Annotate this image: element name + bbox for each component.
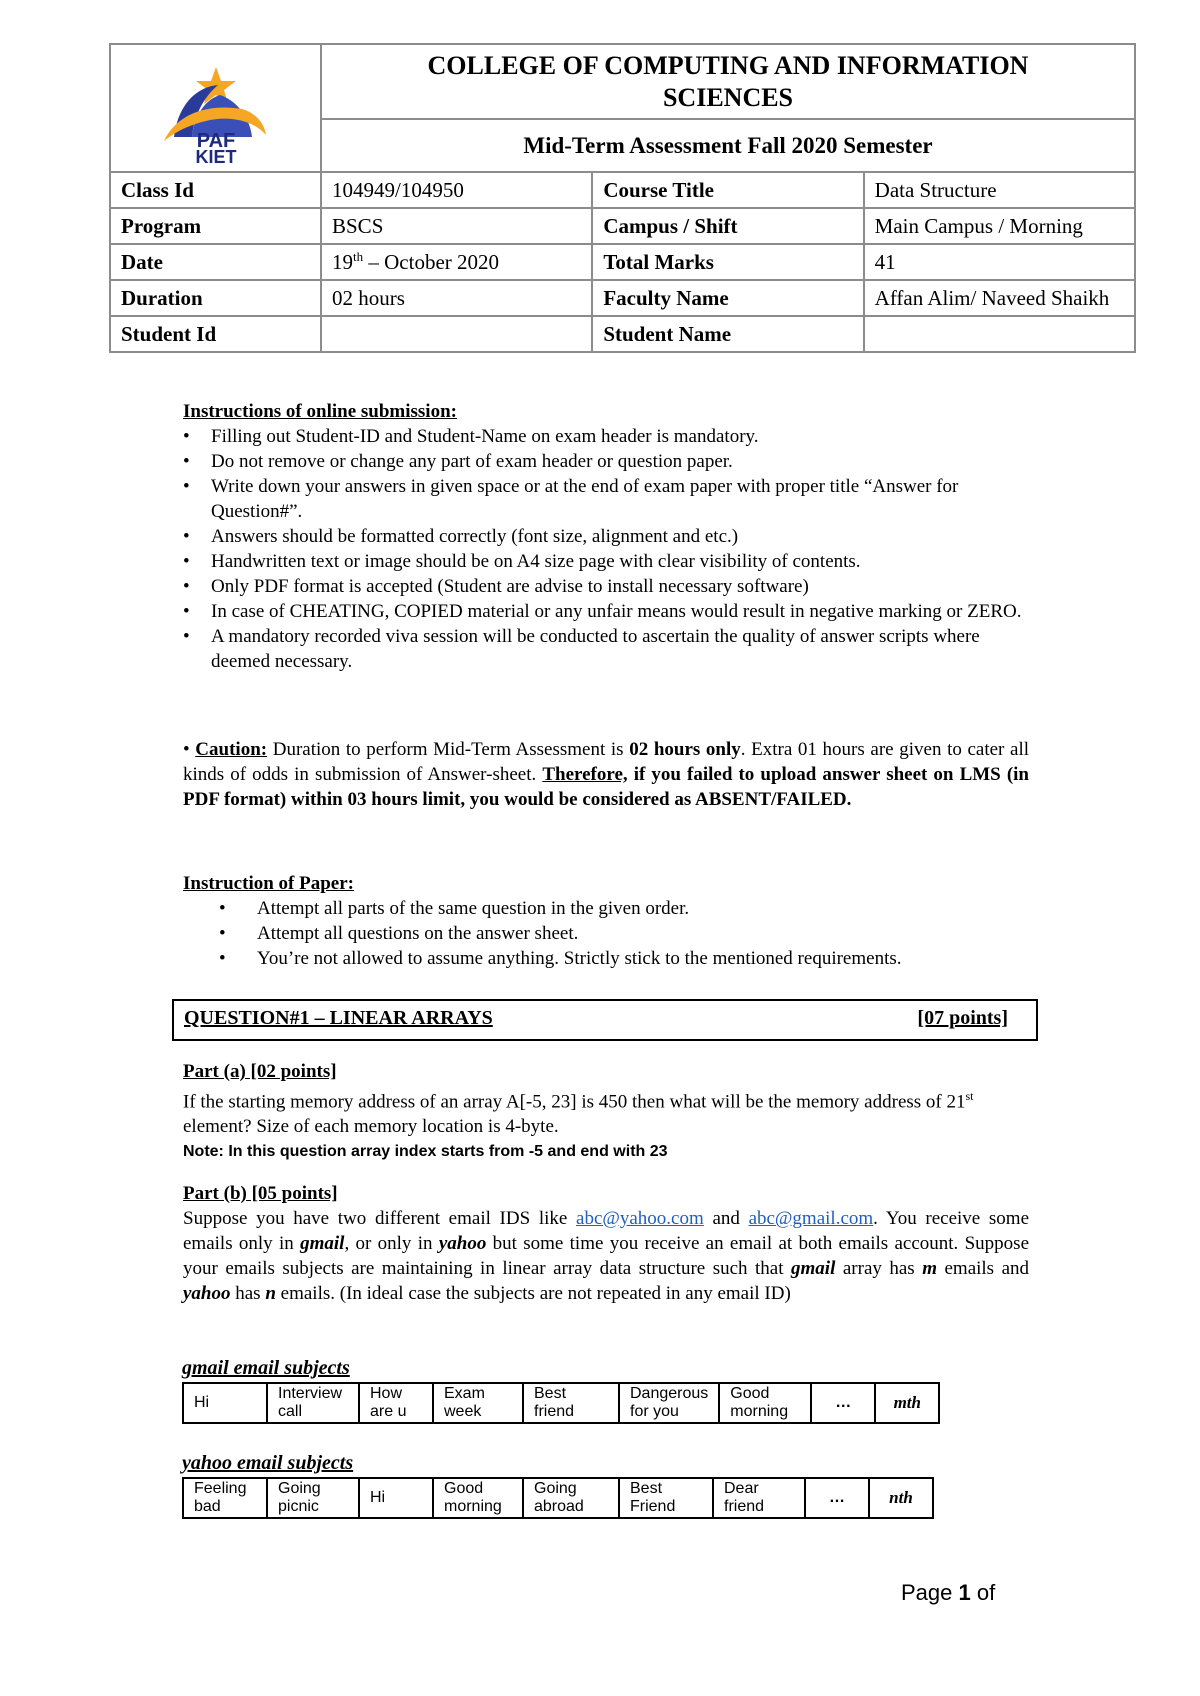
part-a (183, 1059, 1029, 1164)
table-cell: Best friend (523, 1383, 619, 1423)
campus-shift-value: Main Campus / Morning (864, 208, 1135, 244)
table-cell: Hi (359, 1478, 433, 1518)
student-name-field[interactable] (864, 316, 1135, 352)
list-item: • Attempt all questions on the answer sheet. (183, 921, 1029, 946)
table-cell: nth (869, 1478, 933, 1518)
table-cell: Exam week (433, 1383, 523, 1423)
submission-heading: Instructions of online submission: (183, 401, 457, 422)
table-cell: Going picnic (267, 1478, 359, 1518)
campus-shift-label: Campus / Shift (592, 208, 863, 244)
part-a-note: Note: In this question array index starts from -5 and end with 23 (183, 1143, 668, 1161)
list-item: • Handwritten text or image should be on A4 size page with clear visibility of contents. (183, 549, 1029, 574)
exam-header-table (109, 43, 1136, 353)
header-row (110, 172, 1135, 208)
duration-value: 02 hours (321, 280, 592, 316)
table-row (183, 1478, 933, 1518)
student-id-field[interactable] (321, 316, 592, 352)
list-item: • Write down your answers in given space or at the end of exam paper with proper title “Answer for Question#”. (183, 474, 1029, 524)
gmail-subjects-table (182, 1382, 940, 1424)
caution-paragraph: • Caution: Duration to perform Mid-Term Assessment is 02 hours only. Extra 01 hours are given to cater all kinds of odds in submission of Answer-sheet. Therefore, if you failed to upload answer sheet on LMS (in PDF format) within 03 hours limit, you would be considered as ABSENT/FAILED. (183, 739, 1030, 810)
table-row (183, 1383, 939, 1423)
list-item: • A mandatory recorded viva session will be conducted to ascertain the quality of answer scripts where deemed necessary. (183, 624, 1029, 674)
table-cell: … (811, 1383, 875, 1423)
part-b (183, 1181, 1029, 1306)
program-label: Program (110, 208, 321, 244)
duration-label: Duration (110, 280, 321, 316)
table-cell: mth (875, 1383, 939, 1423)
exam-title: Mid-Term Assessment Fall 2020 Semester (321, 119, 1135, 172)
list-item: • Do not remove or change any part of exam header or question paper. (183, 449, 1029, 474)
table-cell: Best Friend (619, 1478, 713, 1518)
paper-instructions (183, 871, 1029, 971)
faculty-name-value: Affan Alim/ Naveed Shaikh (864, 280, 1135, 316)
header-row (110, 208, 1135, 244)
question1-title: QUESTION#1 – LINEAR ARRAYS (184, 1007, 493, 1029)
list-item: • In case of CHEATING, COPIED material or any unfair means would result in negative marking or ZERO. (183, 599, 1029, 624)
yahoo-subjects-table (182, 1477, 934, 1519)
table-cell: Good morning (719, 1383, 811, 1423)
bullet-icon: • (183, 739, 196, 760)
part-a-heading: Part (a) [02 points] (183, 1061, 337, 1082)
list-item: • Attempt all parts of the same question in the given order. (183, 896, 1029, 921)
paf-kiet-logo-icon (146, 45, 286, 165)
table-cell: Good morning (433, 1478, 523, 1518)
page-number: Page 1 of (901, 1580, 996, 1605)
paper-list (183, 896, 1029, 971)
table-cell: Dear friend (713, 1478, 805, 1518)
faculty-name-label: Faculty Name (592, 280, 863, 316)
total-marks-label: Total Marks (592, 244, 863, 280)
question1-points: [07 points] (917, 1007, 1008, 1029)
logo-cell (110, 44, 321, 172)
program-value: BSCS (321, 208, 592, 244)
list-item: • Only PDF format is accepted (Student are advise to install necessary software) (183, 574, 1029, 599)
total-marks-value: 41 (864, 244, 1135, 280)
table-cell: Going abroad (523, 1478, 619, 1518)
part-b-heading: Part (b) [05 points] (183, 1183, 338, 1204)
list-item: • You’re not allowed to assume anything. Strictly stick to the mentioned requirements. (183, 946, 1029, 971)
college-name: COLLEGE OF COMPUTING AND INFORMATION SCIENCES (321, 44, 1135, 119)
question1-title-box (172, 999, 1038, 1041)
table-cell: Feeling bad (183, 1478, 267, 1518)
paper-heading: Instruction of Paper: (183, 873, 354, 894)
course-title-value: Data Structure (864, 172, 1135, 208)
header-row (110, 316, 1135, 352)
svg-text:KIET: KIET (194, 147, 237, 165)
caution-label: Caution: (195, 739, 268, 760)
submission-list (183, 424, 1029, 674)
date-label: Date (110, 244, 321, 280)
header-row (110, 244, 1135, 280)
part-b-text: Suppose you have two different email IDS like abc@yahoo.com and abc@gmail.com. You receive some emails only in gmail, or only in yahoo but some time you receive an email at both emails account. Suppose your emails subjects are maintaining in linear array data structure such that gmail array has m emails and yahoo has n emails. (In ideal case the subjects are not repeated in any email ID) (183, 1208, 1030, 1304)
header-row (110, 280, 1135, 316)
list-item: • Filling out Student-ID and Student-Name on exam header is mandatory. (183, 424, 1029, 449)
gmail-table-title: gmail email subjects (182, 1357, 350, 1379)
yahoo-table-title: yahoo email subjects (182, 1452, 354, 1474)
svg-text:PAF: PAF (196, 130, 235, 152)
student-name-label: Student Name (592, 316, 863, 352)
course-title-label: Course Title (592, 172, 863, 208)
yahoo-email-link[interactable]: abc@yahoo.com (576, 1208, 704, 1229)
table-cell: How are u (359, 1383, 433, 1423)
gmail-email-link[interactable]: abc@gmail.com (748, 1208, 874, 1229)
submission-instructions (183, 399, 1029, 674)
student-id-label: Student Id (110, 316, 321, 352)
date-value: 19th – October 2020 (321, 244, 592, 280)
table-cell: Hi (183, 1383, 267, 1423)
table-cell: Dangerous for you (619, 1383, 719, 1423)
table-cell: … (805, 1478, 869, 1518)
part-a-text: If the starting memory address of an array A[-5, 23] is 450 then what will be the memory address of 21st element? Size of each memory location is 4-byte. (183, 1089, 974, 1138)
table-cell: Interview call (267, 1383, 359, 1423)
list-item: • Answers should be formatted correctly (font size, alignment and etc.) (183, 524, 1029, 549)
class-id-label: Class Id (110, 172, 321, 208)
class-id-value: 104949/104950 (321, 172, 592, 208)
